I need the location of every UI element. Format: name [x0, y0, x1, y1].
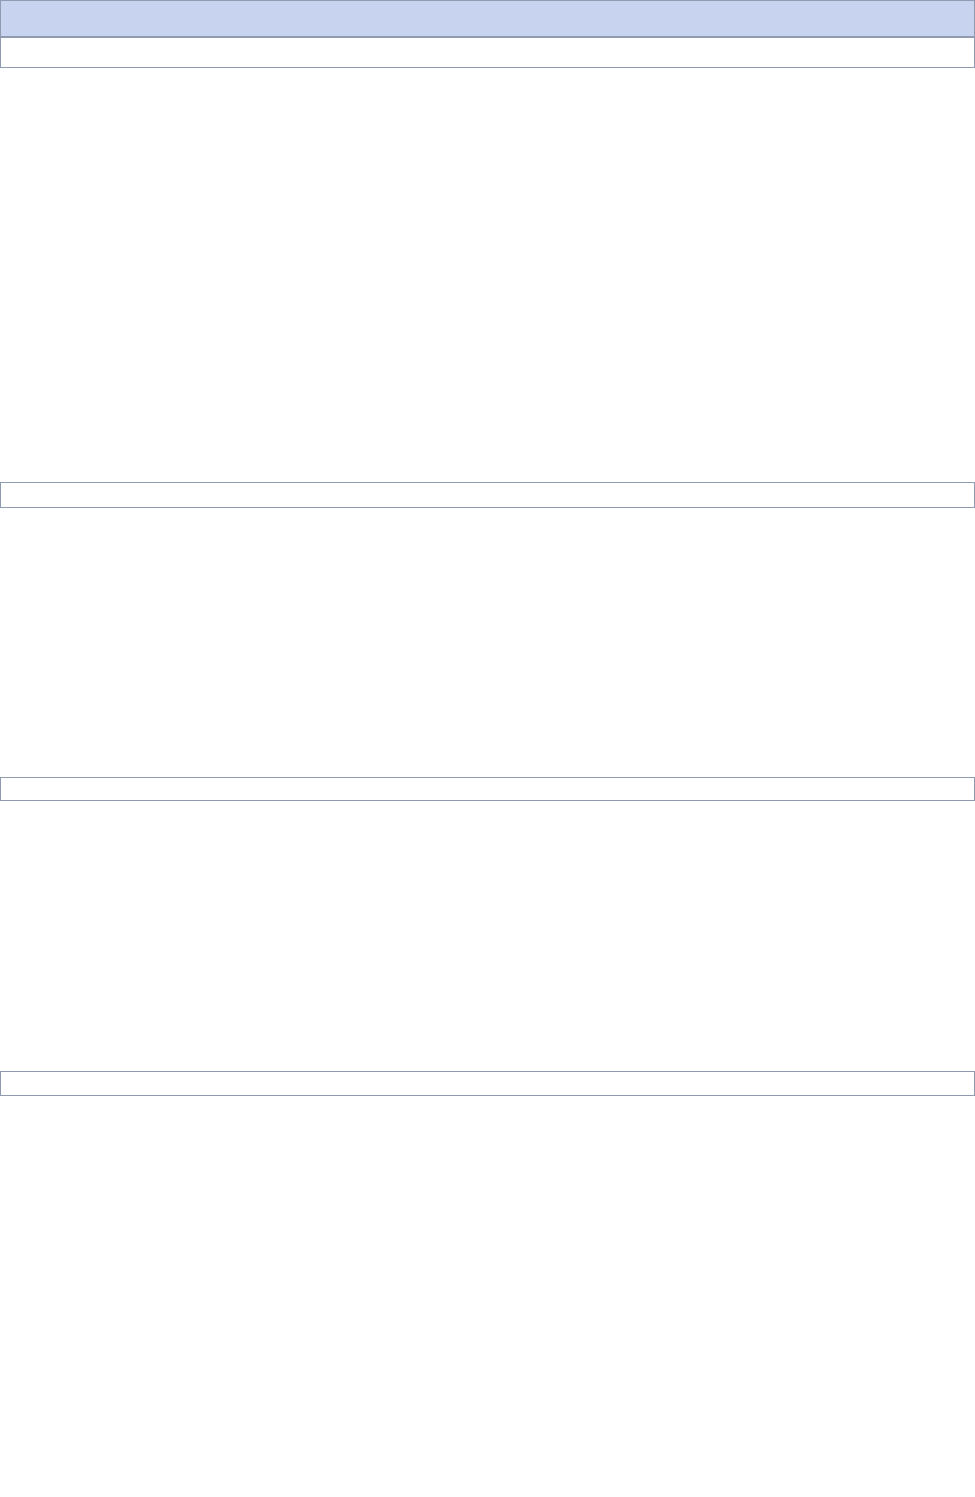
shfe-band-title [0, 37, 975, 68]
dce-band-title [0, 777, 975, 801]
czce-band-title [0, 482, 975, 508]
sheet-title [0, 0, 975, 37]
cffex-band-title [0, 1071, 975, 1096]
